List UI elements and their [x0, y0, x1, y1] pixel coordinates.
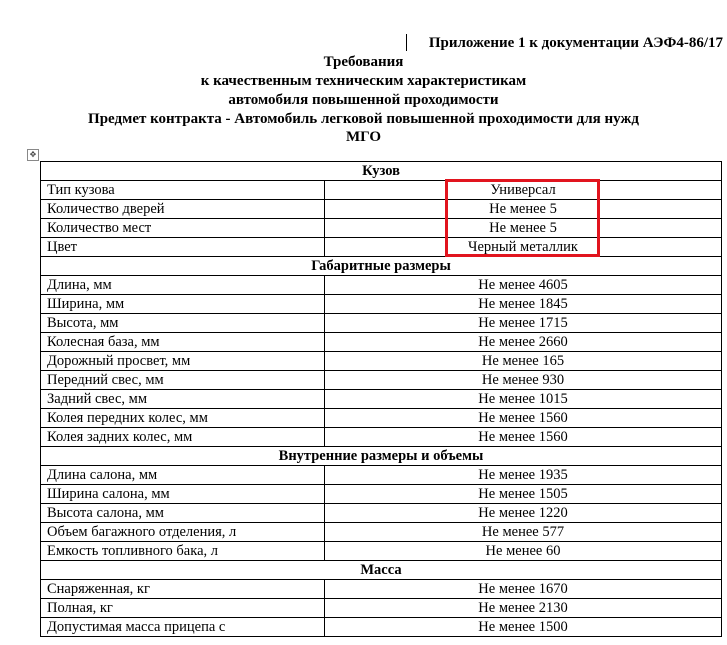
table-row: [41, 542, 722, 561]
spec-value: Не менее 1670: [325, 580, 722, 599]
spec-label: Колея задних колес, мм: [41, 428, 325, 447]
text-cursor: [406, 34, 407, 51]
spec-label: Объем багажного отделения, л: [41, 523, 325, 542]
spec-value: Не менее 5: [325, 200, 722, 219]
spec-value: Не менее 1015: [325, 390, 722, 409]
spec-value: Не менее 1715: [325, 314, 722, 333]
table-row: [41, 428, 722, 447]
section-title: Масса: [41, 561, 722, 580]
spec-value: Не менее 1505: [325, 485, 722, 504]
spec-value: Не менее 60: [325, 542, 722, 561]
section-title: Кузов: [41, 162, 722, 181]
spec-value: Не менее 1560: [325, 428, 722, 447]
section-title: Габаритные размеры: [41, 257, 722, 276]
spec-value: Не менее 930: [325, 371, 722, 390]
table-row: [41, 200, 722, 219]
spec-label: Высота, мм: [41, 314, 325, 333]
spec-label: Снаряженная, кг: [41, 580, 325, 599]
table-move-handle-icon[interactable]: ✥: [27, 149, 39, 161]
spec-value: Не менее 4605: [325, 276, 722, 295]
table-row: [41, 333, 722, 352]
spec-label: Длина салона, мм: [41, 466, 325, 485]
table-row: [41, 523, 722, 542]
spec-label: Количество дверей: [41, 200, 325, 219]
document-subtitle-2: автомобиля повышенной проходимости: [228, 92, 499, 108]
spec-label: Количество мест: [41, 219, 325, 238]
contract-subject: Предмет контракта - Автомобиль легковой повышенной проходимости для нужд: [88, 111, 639, 127]
spec-label: Полная, кг: [41, 599, 325, 618]
table-row: [41, 352, 722, 371]
spec-value: Не менее 1935: [325, 466, 722, 485]
appendix-line: Приложение 1 к документации АЭФ4-86/17: [428, 35, 723, 51]
table-row: [41, 580, 722, 599]
spec-value: Не менее 577: [325, 523, 722, 542]
document-subtitle-1: к качественным техническим характеристикам: [200, 73, 527, 89]
spec-label: Цвет: [41, 238, 325, 257]
spec-value: Не менее 1500: [325, 618, 722, 637]
spec-value: Не менее 1220: [325, 504, 722, 523]
spec-label: Длина, мм: [41, 276, 325, 295]
table-row: [41, 276, 722, 295]
table-row: [41, 390, 722, 409]
spec-table: [40, 161, 722, 637]
section-row: [41, 561, 722, 580]
spec-value: Черный металлик: [325, 238, 722, 257]
spec-label: Передний свес, мм: [41, 371, 325, 390]
table-row: [41, 618, 722, 637]
document-title: Требования: [323, 54, 404, 70]
spec-label: Дорожный просвет, мм: [41, 352, 325, 371]
spec-value: Не менее 1560: [325, 409, 722, 428]
spec-value: Не менее 1845: [325, 295, 722, 314]
spec-label: Ширина салона, мм: [41, 485, 325, 504]
spec-value: Не менее 5: [325, 219, 722, 238]
spec-label: Допустимая масса прицепа с: [41, 618, 325, 637]
spec-label: Колесная база, мм: [41, 333, 325, 352]
spec-value: Не менее 2130: [325, 599, 722, 618]
spec-label: Колея передних колес, мм: [41, 409, 325, 428]
spec-label: Емкость топливного бака, л: [41, 542, 325, 561]
table-row: [41, 295, 722, 314]
spec-label: Задний свес, мм: [41, 390, 325, 409]
table-row: [41, 504, 722, 523]
spec-value: Не менее 165: [325, 352, 722, 371]
section-row: [41, 162, 722, 181]
section-row: [41, 447, 722, 466]
table-row: [41, 371, 722, 390]
table-row: [41, 314, 722, 333]
contract-org: МГО: [346, 129, 381, 145]
table-row: [41, 238, 722, 257]
table-row: [41, 219, 722, 238]
spec-label: Тип кузова: [41, 181, 325, 200]
table-row: [41, 409, 722, 428]
table-row: [41, 466, 722, 485]
spec-value: Не менее 2660: [325, 333, 722, 352]
spec-label: Высота салона, мм: [41, 504, 325, 523]
section-title: Внутренние размеры и объемы: [41, 447, 722, 466]
spec-label: Ширина, мм: [41, 295, 325, 314]
table-row: [41, 485, 722, 504]
spec-value: Универсал: [325, 181, 722, 200]
section-row: [41, 257, 722, 276]
table-row: [41, 181, 722, 200]
table-row: [41, 599, 722, 618]
